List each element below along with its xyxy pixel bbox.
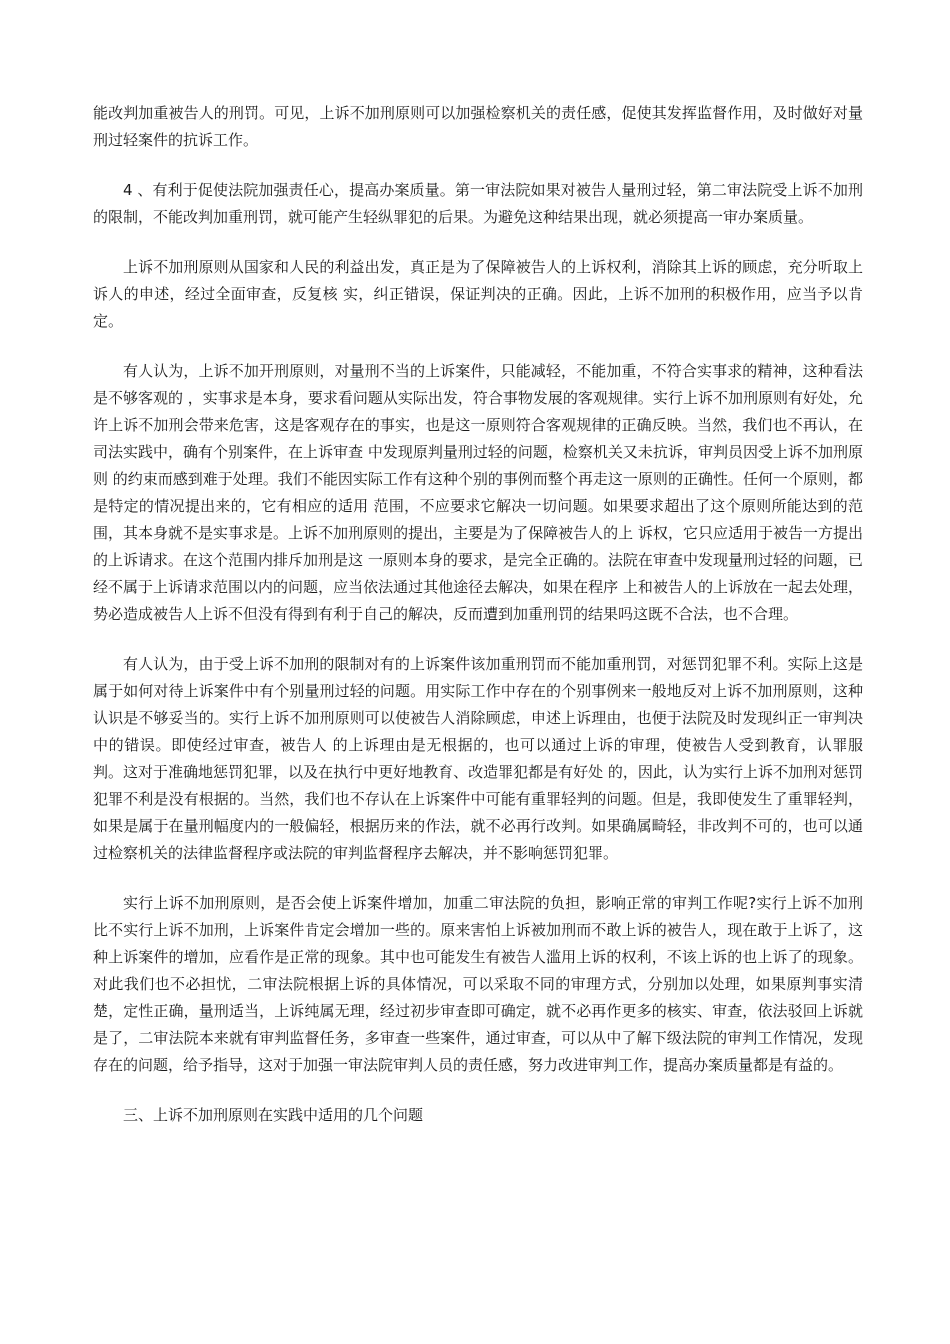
paragraph-caseload: 实行上诉不加刑原则，是否会使上诉案件增加，加重二审法院的负担，影响正常的审判工作呢?实行上诉不加刑比不实行上诉不加刑，上诉案件肯定会增加一些的。原来害怕上诉被加刑而不敢上诉的被告人，现在敢于上诉了，这种上诉案件的增加，应看作是正常的现象。其中也可能发生有被告人滥用上诉的权利，不该上诉的也上诉了的现象。对此我们也不必担忧，二审法院根据上诉的具体情况，可以采取不同的审理方式，分别加以处理，如果原判事实清 楚，定性正确，量刑适当，上诉纯属无理，经过初步审查即可确定，就不必再作更多的核实、审查，依法驳回上诉就是了，二审法院本来就有审判监督任务，多审查一些案件，通过审查，可以从中了解下级法院的审判工作情况，发现存在的问题，给予指导，这对于加强一审法院审判人员的责任感，努力改进审判工作，提高办案质量都是有益的。 [93, 894, 863, 1074]
section-heading: 三、上诉不加刑原则在实践中适用的几个问题 [123, 1106, 424, 1124]
paragraph-objection-2: 有人认为，由于受上诉不加刑的限制对有的上诉案件该加重刑罚而不能加重刑罚，对惩罚犯罪不利。实际上这是属于如何对待上诉案件中有个别量刑过轻的问题。用实际工作中存在的个别事例来一般地反对上诉不加刑原则，这种认识是不够妥当的。实行上诉不加刑原则可以使被告人消除顾虑，申述上诉理由，也便于法院及时发现纠正一审判决中的错误。即使经过审查，被告人 的上诉理由是无根据的，也可以通过上诉的审理，使被告人受到教育，认罪服 判。这对于准确地惩罚犯罪，以及在执行中更好地教育、改造罪犯都是有好处 的，因此，认为实行上诉不加刑对惩罚犯罪不利是没有根据的。当然，我们也不存认在上诉案件中可能有重罪轻判的问题。但是，我即使发生了重罪轻判，如果是属于在量刑幅度内的一般偏轻，根据历来的作法，就不必再行改判。如果确属畸轻，非改判不可的，也可以通过检察机关的法律监督程序或法院的审判监督程序去解决，并不影响惩罚犯罪。 [93, 655, 863, 862]
paragraph-objection-1: 有人认为，上诉不加开刑原则，对量刑不当的上诉案件，只能减轻，不能加重，不符合实事求的精神，这种看法是不够客观的 ，实事求是本身，要求看问题从实际出发，符合事物发展的客观规律。实行上诉不加刑原则有好处，允许上诉不加刑会带来危害，这是客观存在的事实，也是这一原则符合客观规律的正确反映。当然，我们也不再认，在司法实践中，确有个别案件，在上诉审查 中发现原判量刑过轻的问题，检察机关又未抗诉，审判员因受上诉不加刑原则 的约束而感到难于处理。我们不能因实际工作有这种个别的事例而整个再走这一原则的正确性。任何一个原则，都是特定的情况提出来的，它有相应的适用 范围，不应要求它解决一切问题。如果要求超出了这个原则所能达到的范围，其本身就不是实事求是。上诉不加刑原则的提出，主要是为了保障被告人的上 诉权，它只应适用于被告一方提出的上诉请求。在这个范围内排斥加刑是这 一原则本身的要求，是完全正确的。法院在审查中发现量刑过轻的问题，已经不属于上诉请求范围以内的问题，应当依法通过其他途径去解决，如果在程序 上和被告人的上诉放在一起去处理，势必造成被告人上诉不但没有得到有利于自己的解决，反而遭到加重刑罚的结果吗这既不合法，也不合理。 [93, 362, 863, 623]
document-body [93, 100, 863, 1129]
paragraph-continuation: 能改判加重被告人的刑罚。可见，上诉不加刑原则可以加强检察机关的责任感，促使其发挥监督作用，及时做好对量刑过轻案件的抗诉工作。 [93, 104, 863, 149]
paragraph-summary: 上诉不加刑原则从国家和人民的利益出发，真正是为了保障被告人的上诉权利，消除其上诉的顾虑，充分听取上诉人的申述，经过全面审查，反复核 实，纠正错误，保证判决的正确。因此，上诉不加刑的积极作用，应当予以肯 定。 [93, 258, 863, 330]
paragraph-point-4: 4 、有利于促使法院加强责任心，提高办案质量。第一审法院如果对被告人量刑过轻，第二审法院受上诉不加刑的限制，不能改判加重刑罚，就可能产生轻纵罪犯的后果。为避免这种结果出现，就必须提高一审办案质量。 [93, 181, 863, 226]
